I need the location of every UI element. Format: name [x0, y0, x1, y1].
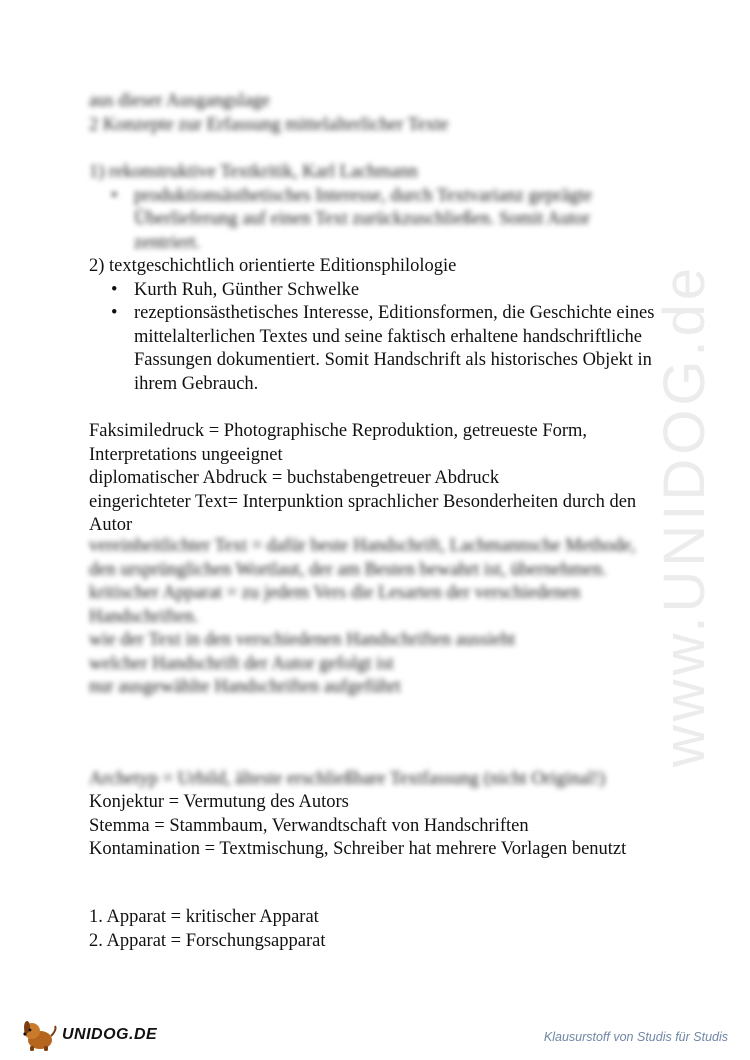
term-konjektur: Konjektur = Vermutung des Autors [89, 792, 349, 812]
archetyp-text: Archetyp = Urbild, älteste erschließbare Textfassung (nicht Original!) [89, 769, 606, 789]
section-1 [89, 161, 669, 255]
list-item: • Kurth Ruh, Günther Schwelke [89, 279, 664, 303]
definitions-blurred [89, 535, 649, 700]
section-2-bullets [89, 279, 664, 397]
apparatus-2: 2. Apparat = Forschungsapparat [89, 930, 326, 951]
dog-mascot-icon [20, 1018, 58, 1052]
list-item: • produktionsästhetisches Interesse, durch Textvarianz geprägte Überlieferung auf einen Text zurückzuschließen. Somit Autor zentriert. [89, 185, 649, 256]
definition-kritischer-apparat: kritischer Apparat = zu jedem Vers die Lesarten der verschiedenen Handschriften. [89, 583, 581, 627]
definitions-visible [89, 420, 664, 538]
blurred-intro [89, 90, 669, 137]
archetyp-line [89, 768, 669, 792]
definition-vereinheitlicht: vereinheitlichter Text = dafür beste Handschrift, Lachmannsche Methode, den ursprünglichen Wortlaut, der am Besten bewahrt ist, übernehmen. [89, 536, 636, 580]
footer-tagline: Klausurstoff von Studis für Studis [543, 1030, 728, 1044]
logo-text: UNIDOG.DE [62, 1026, 158, 1043]
definition-line: nur ausgewählte Handschriften aufgeführt [89, 677, 401, 697]
term-stemma: Stemma = Stammbaum, Verwandtschaft von Handschriften [89, 815, 529, 836]
definition-line: wie der Text in den verschiedenen Handschriften aussieht [89, 630, 516, 650]
section-2-heading: 2) textgeschichtlich orientierte Editionsphilologie [89, 256, 457, 276]
list-item: • rezeptionsästhetisches Interesse, Editionsformen, die Geschichte eines mittelalterlichen Textes und seine faktisch erhaltene handschriftliche Fassungen dokumentiert. Somit Handschrift als historisches Objekt in ihrem Gebrauch. [89, 302, 664, 396]
section-1-heading: 1) rekonstruktive Textkritik, Karl Lachmann [89, 162, 418, 182]
definition-faksimile: Faksimiledruck = Photographische Reproduktion, getreueste Form, Interpretations ungeeignet [89, 421, 588, 465]
section-1-bullets [89, 185, 649, 256]
terms [89, 791, 664, 862]
definition-line: welcher Handschrift der Autor gefolgt ist [89, 653, 394, 674]
apparatus [89, 906, 669, 953]
watermark-text: www.UNIDOG.de [652, 263, 718, 767]
definition-diplomatisch: diplomatischer Abdruck = buchstabengetreuer Abdruck [89, 468, 500, 488]
term-kontamination: Kontamination = Textmischung, Schreiber hat mehrere Vorlagen benutzt [89, 839, 627, 859]
unidog-logo [20, 1018, 157, 1052]
definition-eingerichtet: eingerichteter Text= Interpunktion sprachlicher Besonderheiten durch den Autor [89, 491, 637, 535]
section-2 [89, 255, 669, 396]
intro-line-1: aus dieser Ausgangslage [89, 91, 270, 111]
intro-line-2: 2 Konzepte zur Erfassung mittelalterlicher Texte [89, 114, 449, 135]
apparatus-1: 1. Apparat = kritischer Apparat [89, 907, 319, 927]
